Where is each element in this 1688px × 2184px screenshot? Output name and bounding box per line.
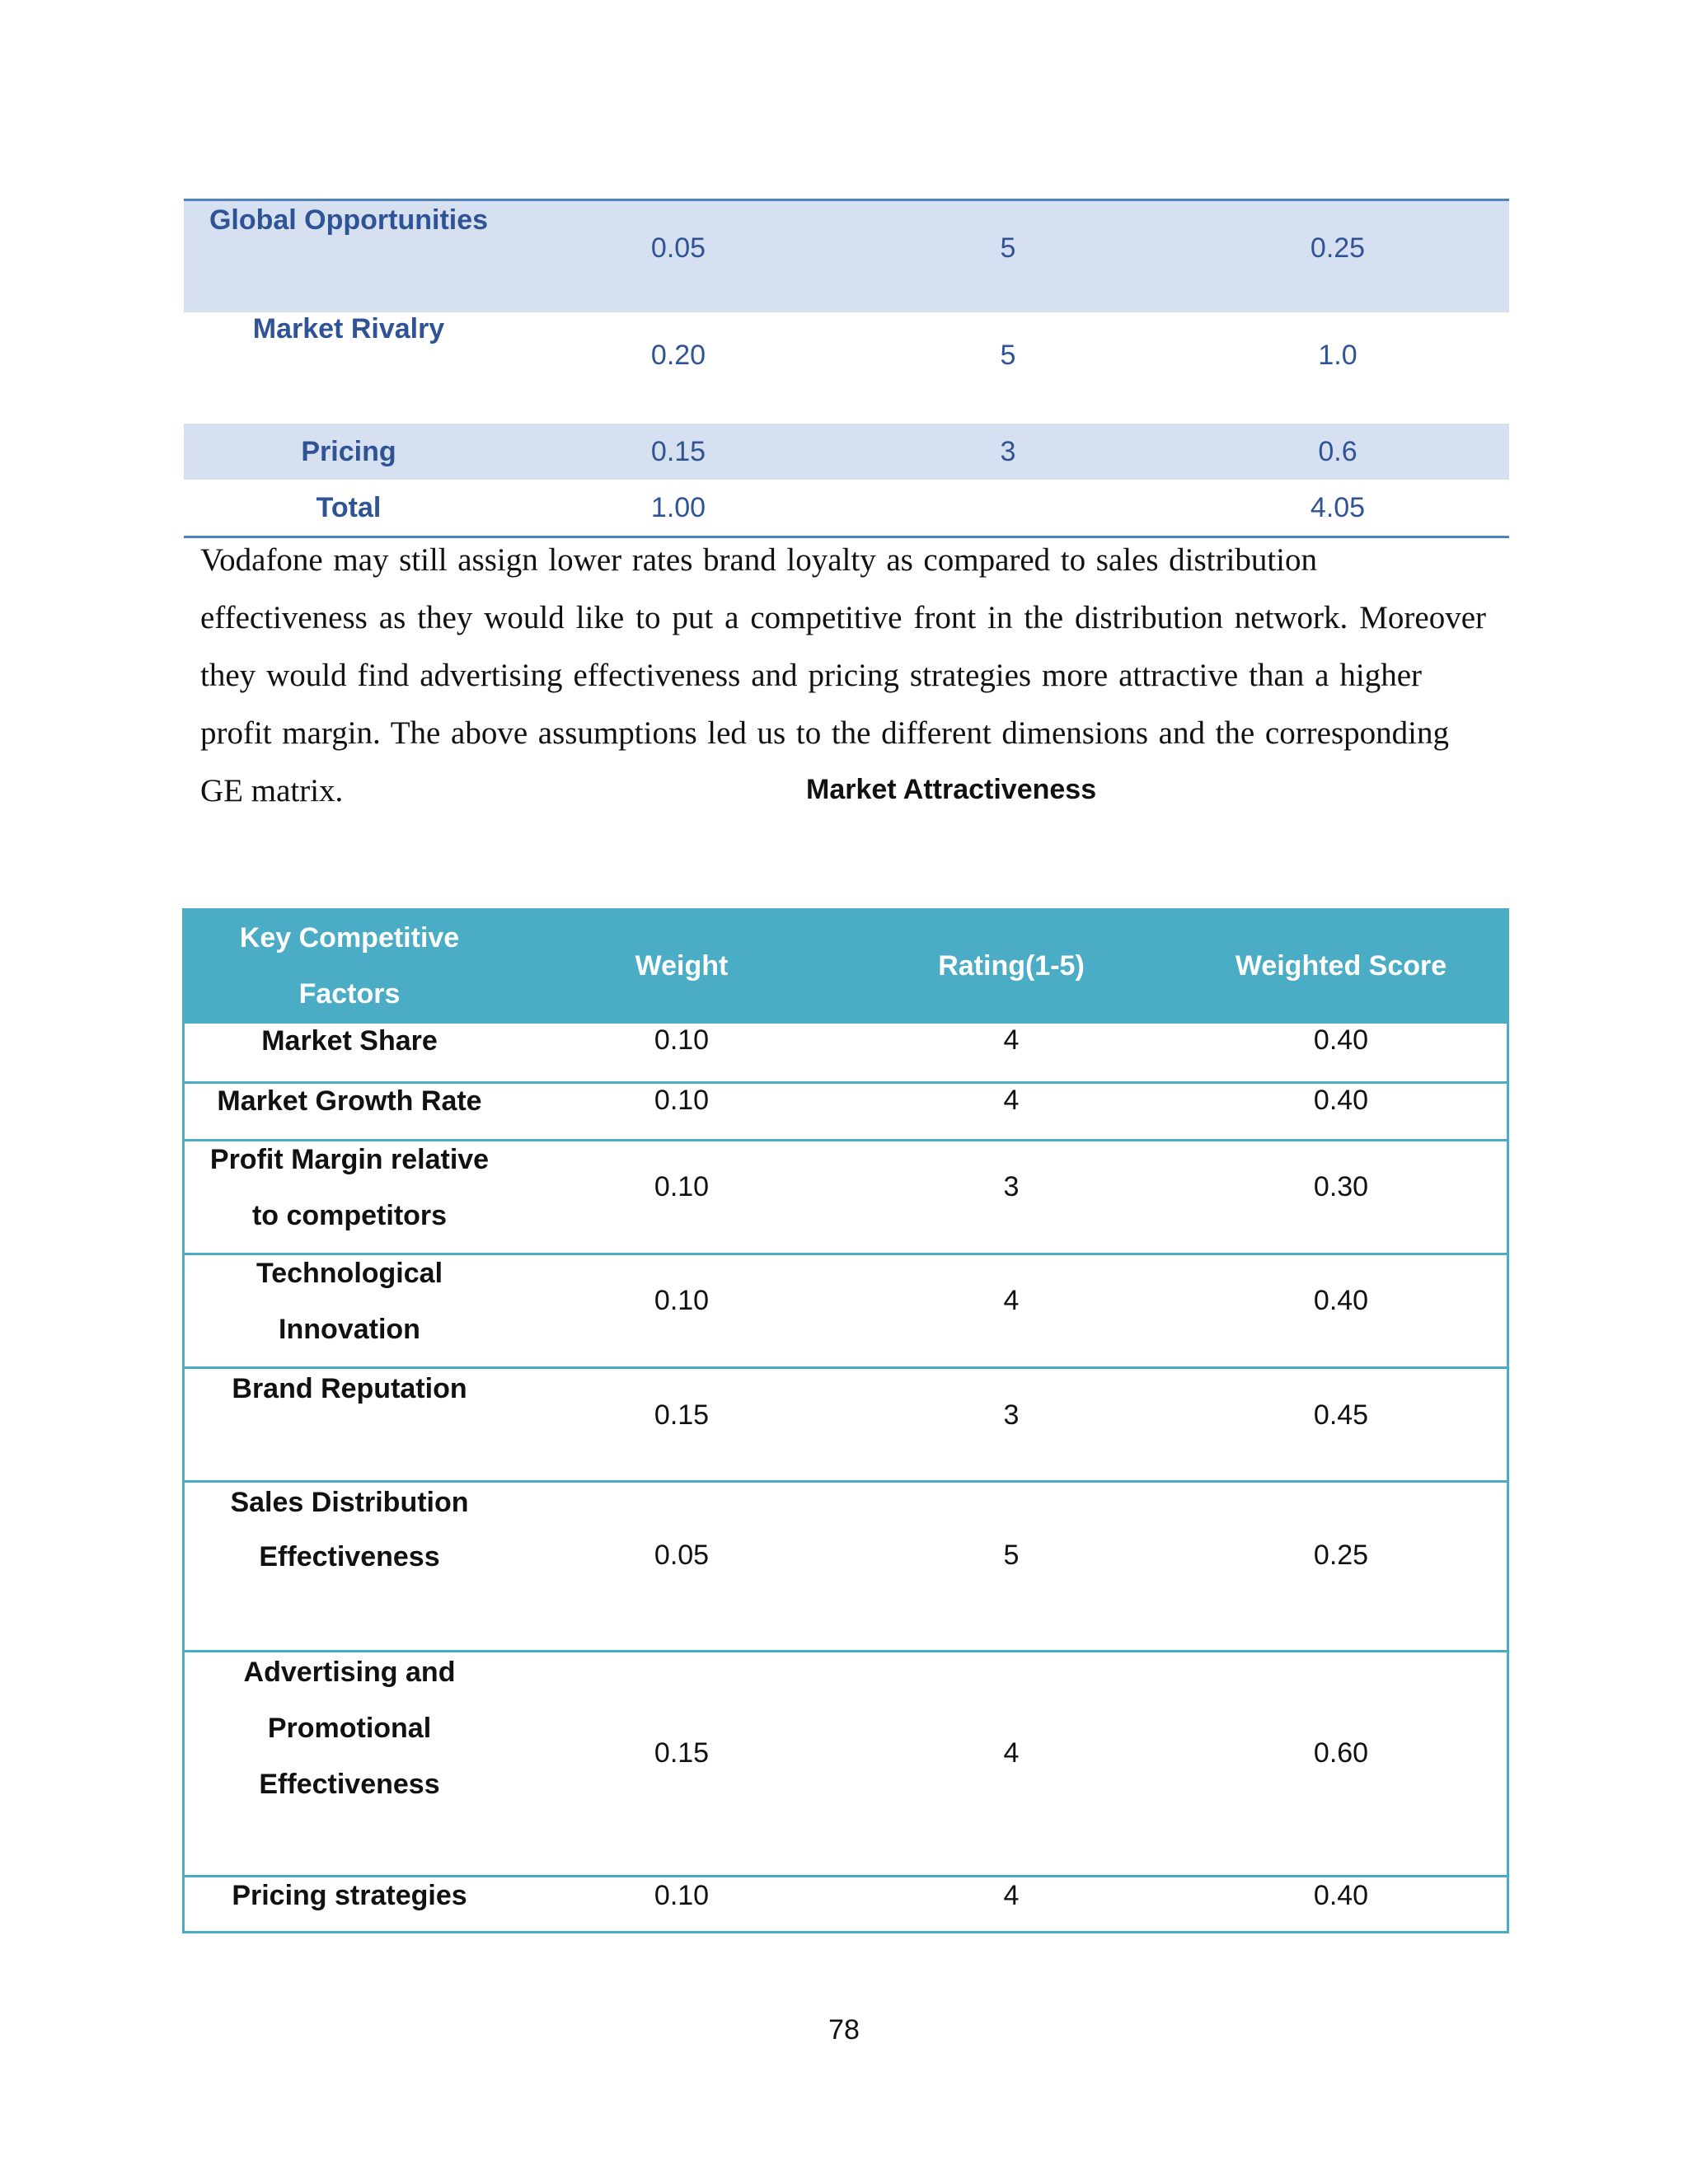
factor-name (185, 1024, 514, 1058)
table-row (184, 424, 1509, 480)
score-value: 0.40 (1313, 1024, 1369, 1056)
score-value: 4.05 (1310, 492, 1366, 523)
factor-line: Profit Margin relative (209, 1144, 490, 1175)
header-factors-line: Key Competitive (239, 922, 460, 954)
score-value: 0.6 (1318, 436, 1357, 467)
rating-value: 4 (1003, 1880, 1020, 1911)
table-row (185, 1081, 1507, 1139)
weight-value: 0.10 (654, 1285, 710, 1316)
weight-value: 0.15 (650, 436, 706, 467)
weight-value: 0.10 (654, 1085, 710, 1116)
factor-name (185, 1484, 514, 1575)
rating-value: 3 (1000, 436, 1016, 467)
paragraph-line: effectiveness as they would like to put a competitive front in the distribution network. Moreover (200, 600, 1486, 635)
weight-value: 0.10 (654, 1024, 710, 1056)
factor-line: Advertising and (243, 1657, 456, 1688)
rating-value: 3 (1003, 1171, 1020, 1202)
paragraph-line: Vodafone may still assign lower rates brand loyalty as compared to sales distribution (200, 542, 1317, 578)
table-row (185, 1253, 1507, 1366)
factor-line: Pricing strategies (232, 1880, 467, 1911)
header-factors (185, 908, 514, 1024)
header-rating: Rating(1-5) (938, 950, 1085, 982)
factor-name: Total (316, 492, 382, 523)
factor-name: Global Opportunities (209, 204, 489, 236)
paragraph-line: they would find advertising effectiveness and pricing strategies more attractive than a higher (200, 658, 1422, 693)
factor-name (185, 1879, 514, 1912)
table-row (185, 1875, 1507, 1931)
factor-line: Market Growth Rate (217, 1085, 482, 1117)
rating-value: 4 (1003, 1285, 1020, 1316)
table-header-row (185, 908, 1507, 1024)
score-value: 0.40 (1313, 1880, 1369, 1911)
weight-value: 0.15 (654, 1737, 710, 1769)
factor-name: Market Rivalry (252, 313, 445, 344)
score-value: 0.25 (1313, 1540, 1369, 1571)
factor-name (185, 1141, 514, 1234)
header-factors-line: Factors (298, 978, 401, 1010)
rating-value: 5 (1000, 340, 1016, 371)
factor-line: Innovation (279, 1314, 420, 1345)
weight-value: 0.05 (650, 232, 706, 264)
weight-value: 1.00 (650, 492, 706, 523)
rating-value: 3 (1003, 1399, 1020, 1431)
weight-value: 0.10 (654, 1880, 710, 1911)
factor-name (185, 1654, 514, 1802)
market-attractiveness-table (182, 908, 1509, 1933)
paragraph-line: GE matrix. (200, 773, 344, 808)
score-value: 1.0 (1318, 340, 1357, 371)
weight-value: 0.05 (654, 1540, 710, 1571)
table-row (184, 312, 1509, 424)
table-row (185, 1024, 1507, 1081)
score-value: 0.30 (1313, 1171, 1369, 1202)
rating-value: 4 (1003, 1024, 1020, 1056)
factor-line: Effectiveness (259, 1541, 440, 1572)
factor-line: Technological (256, 1258, 443, 1289)
factor-line: Market Share (261, 1025, 438, 1057)
table-row (185, 1139, 1507, 1253)
rating-value: 5 (1003, 1540, 1020, 1571)
page-number: 78 (828, 2014, 860, 2046)
factor-name (185, 1371, 514, 1407)
weight-value: 0.10 (654, 1171, 710, 1202)
factor-line: Effectiveness (259, 1769, 440, 1800)
table-row (185, 1366, 1507, 1480)
rating-value: 4 (1003, 1085, 1020, 1116)
table-row (185, 1650, 1507, 1875)
factor-name: Pricing (301, 436, 396, 467)
rating-value: 5 (1000, 232, 1016, 264)
factor-line: Sales Distribution (230, 1487, 469, 1518)
factor-name (185, 1084, 514, 1118)
top-factor-table (184, 199, 1509, 538)
score-value: 0.40 (1313, 1285, 1369, 1316)
score-value: 0.60 (1313, 1737, 1369, 1769)
factor-line: Promotional (267, 1713, 432, 1744)
score-value: 0.45 (1313, 1399, 1369, 1431)
table-row (185, 1480, 1507, 1650)
factor-line: Brand Reputation (232, 1373, 467, 1404)
weight-value: 0.20 (650, 340, 706, 371)
factor-name (185, 1255, 514, 1347)
table-row-total (184, 480, 1509, 536)
rating-value: 4 (1003, 1737, 1020, 1769)
factor-line: to competitors (251, 1200, 448, 1231)
header-weight: Weight (635, 950, 729, 982)
paragraph-line: profit margin. The above assumptions led us to the different dimensions and the corresponding (200, 715, 1449, 751)
score-value: 0.25 (1310, 232, 1366, 264)
weight-value: 0.15 (654, 1399, 710, 1431)
header-weighted-score: Weighted Score (1235, 950, 1447, 982)
table-row (184, 201, 1509, 312)
section-title: Market Attractiveness (806, 774, 1097, 805)
score-value: 0.40 (1313, 1085, 1369, 1116)
